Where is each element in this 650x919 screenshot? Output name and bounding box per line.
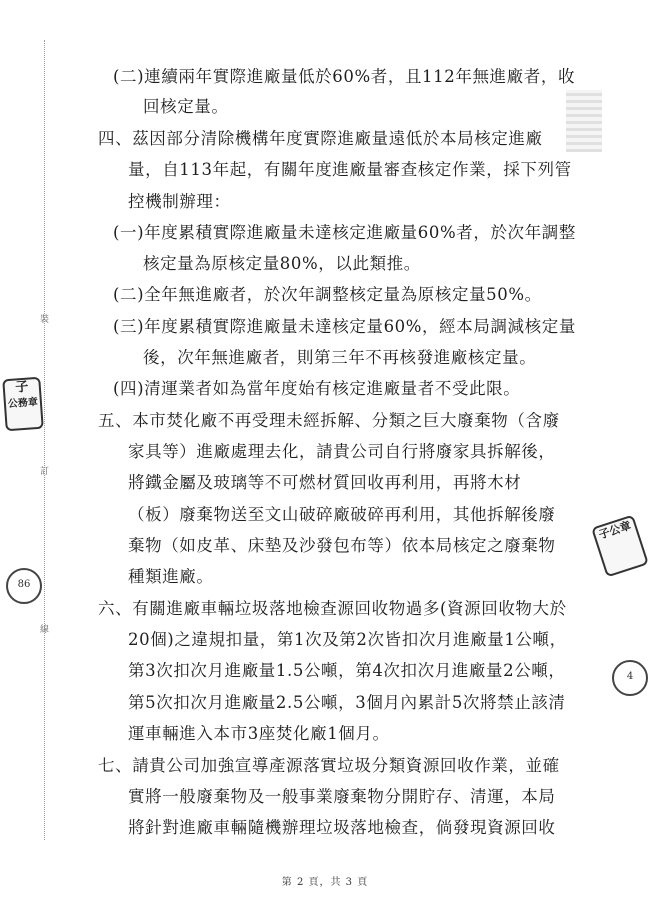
- official-stamp-right: 子公章: [591, 514, 649, 577]
- official-stamp-left-text: 公務章: [7, 396, 39, 411]
- text-line-16: 棄物（如皮革、床墊及沙發包布等）依本局核定之廢棄物: [128, 536, 556, 555]
- text-line-11: (四)清運業者如為當年度始有核定進廠量者不受此限。: [113, 379, 521, 398]
- faint-seal-impression: [566, 90, 602, 152]
- text-line-17: 種類進廠。: [128, 567, 214, 586]
- text-line-1: (二)連續兩年實際進廠量低於60%者，且112年無進廠者，收: [113, 67, 576, 86]
- text-line-8: (二)全年無進廠者，於次年調整核定量為原核定量50%。: [113, 285, 542, 304]
- text-line-15: （板）廢棄物送至文山破碎廠破碎再利用，其他拆解後廢: [128, 505, 556, 524]
- binding-margin-line: [44, 40, 45, 840]
- official-stamp-left-small: 子: [14, 379, 29, 396]
- text-line-20: 第3次扣次月進廠量1.5公噸，第4次扣次月進廠量2公噸，: [128, 661, 566, 680]
- text-line-23: 七、請貴公司加強宣導產源落實垃圾分類資源回收作業，並確: [98, 756, 560, 775]
- perforation-seal-left: 86: [6, 568, 42, 604]
- text-line-4: 量，自113年起，有關年度進廠量審查核定作業，採下列管: [128, 160, 572, 179]
- text-line-14: 將鐵金屬及玻璃等不可燃材質回收再利用，再將木材: [128, 473, 522, 492]
- text-line-18: 六、有關進廠車輛垃圾落地檢查源回收物過多(資源回收物大於: [98, 599, 567, 618]
- page-footer: 第 2 頁，共 3 頁: [281, 877, 369, 888]
- text-line-2: 回核定量。: [143, 97, 229, 116]
- text-line-9: (三)年度累積實際進廠量未達核定量60%，經本局調減核定量: [113, 317, 576, 336]
- margin-bind-char: 裝: [40, 315, 50, 325]
- text-line-25: 將針對進廠車輛隨機辦理垃圾落地檢查，倘發現資源回收: [128, 818, 556, 837]
- text-line-24: 實將一般廢棄物及一般事業廢棄物分開貯存、清運，本局: [128, 787, 556, 806]
- text-line-12: 五、本市焚化廠不再受理未經拆解、分類之巨大廢棄物（含廢: [98, 411, 560, 430]
- text-line-19: 20個)之違規扣量，第1次及第2次皆扣次月進廠量1公噸，: [128, 630, 567, 649]
- text-line-5: 控機制辦理：: [128, 192, 231, 211]
- perforation-seal-right: 4: [612, 660, 648, 696]
- text-line-7: 核定量為原核定量80%，以此類推。: [143, 254, 421, 273]
- margin-line-char: 線: [40, 625, 50, 635]
- text-line-3: 四、茲因部分清除機構年度實際進廠量遠低於本局核定進廠: [98, 129, 543, 148]
- official-stamp-left: [2, 377, 44, 432]
- margin-order-char: 訂: [40, 467, 50, 477]
- text-line-13: 家具等）進廠處理去化，請貴公司自行將廢家具拆解後，: [128, 442, 556, 461]
- text-line-22: 運車輛進入本市3座焚化廠1個月。: [128, 724, 390, 743]
- text-line-21: 第5次扣次月進廠量2.5公噸，3個月內累計5次將禁止該清: [128, 693, 566, 712]
- text-line-10: 後，次年無進廠者，則第三年不再核發進廠核定量。: [143, 348, 537, 367]
- text-line-6: (一)年度累積實際進廠量未達核定進廠量60%者，於次年調整: [113, 223, 576, 242]
